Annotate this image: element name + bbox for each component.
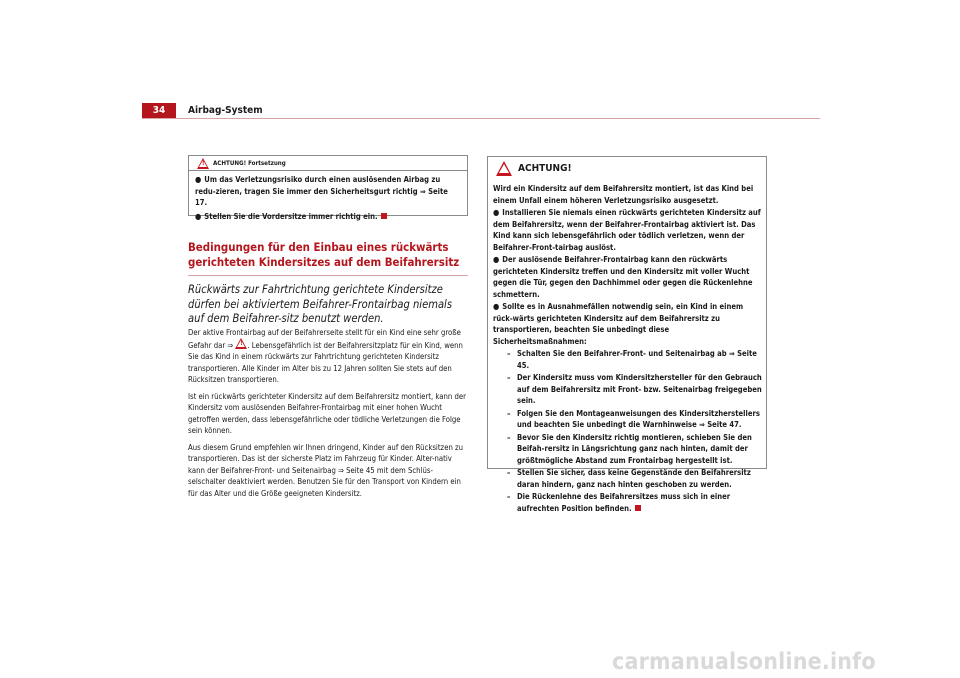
warning-subitem: – Bevor Sie den Kindersitz richtig montieren, schieben Sie den Beifah-rersitz in Längsrichtung ganz nach hinten, damit der größtmögliche Abstand zum Frontairbag hergestellt ist. — [507, 432, 752, 465]
warning-subitem: – Der Kindersitz muss vom Kindersitzhersteller für den Gebrauch auf dem Beifahrersitz mit Front- bzw. Seitenairbag freigegeben sein. — [507, 373, 762, 405]
warning-subitem: – Folgen Sie den Montageanweisungen des Kindersitzherstellers und beachten Sie unbedingt die Warnhinweise ⇒ Seite 47. — [507, 408, 760, 429]
warning-bullet: ● Der auslösende Beifahrer-Frontairbag kann den rückwärts gerichteten Kindersitz treffen und den Kindersitz mit voller Wucht gegen die Tür, gegen den Dachhimmel oder gegen die Rückenlehne schmettern. — [493, 255, 753, 299]
warning-bullet: ● Sollte es in Ausnahmefällen notwendig sein, ein Kind in einem rück-wärts gerichteten Kindersitz auf dem Beifahrersitz zu transportieren, beachten Sie unbedingt diese Sicherheitsmaßnahmen: — [493, 302, 744, 346]
warning-subitem: – Schalten Sie den Beifahrer-Front- und Seitenairbag ab ⇒ Seite 45. — [507, 349, 757, 370]
page-header — [142, 103, 820, 119]
body-text — [188, 327, 470, 504]
body-paragraph: Der aktive Frontairbag auf der Beifahrerseite stellt für ein Kind eine sehr große Gefahr dar ⇒ ! . Lebensgefährlich ist der Beifahrersitzplatz für ein Kind, wenn Sie das Kind in einem rückwärts zur Fahrtrichtung gerichteten Kindersitz transportieren. Alle Kinder im Alter bis zu 12 Jahren sollten Sie stets auf den Rücksitzen transportieren. — [188, 328, 463, 384]
warning-subitem: – Stellen Sie sicher, dass keine Gegenstände den Beifahrersitz daran hindern, ganz nach hinten geschoben zu werden. — [507, 468, 751, 489]
warning-box-main — [487, 156, 767, 513]
warning-subitem: – Die Rückenlehne des Beifahrersitzes muss sich in einer aufrechten Position befinden. — [507, 492, 731, 513]
warning-bullet: ● Stellen Sie die Vordersitze immer richtig ein. — [195, 211, 461, 223]
end-mark-icon — [381, 213, 387, 219]
body-paragraph: Aus diesem Grund empfehlen wir Ihnen dringend, Kinder auf den Rücksitzen zu transportieren. Das ist der sicherste Platz im Fahrzeug für Kinder. Alter-nativ kann der Beifahrer-Front- und Seitenairbag ⇒ Seite 45 mit dem Schlüs-selschalter deaktiviert werden. Benutzen Sie für den Transport von Kindern ein für das Alter und die Größe geeigneten Kindersitz. — [188, 442, 464, 498]
section-title: Airbag-System — [188, 105, 263, 116]
warning-header — [488, 157, 766, 181]
warning-title: ACHTUNG! Fortsetzung — [213, 160, 286, 167]
body-paragraph: Ist ein rückwärts gerichteter Kindersitz auf dem Beifahrersitz montiert, kann der Kindersitz vom auslösenden Beifahrer-Frontairbag mit einer hohen Wucht getroffen werden, dass lebensgefährliche oder tödliche Verletzungen die Folge sein können. — [188, 391, 466, 435]
warning-header — [189, 156, 467, 171]
warning-triangle-icon: ! — [197, 158, 209, 169]
lead-paragraph: Rückwärts zur Fahrtrichtung gerichtete Kindersitze dürfen bei aktiviertem Beifahrer-Frontairbag niemals auf dem Beifahrer-sitz benutzt werden. — [188, 283, 453, 326]
warning-title: ACHTUNG! — [518, 163, 572, 174]
end-mark-icon — [635, 505, 641, 511]
watermark: carmanualsonline.info — [612, 649, 876, 675]
warning-triangle-icon — [496, 161, 512, 176]
page-number: 34 — [142, 103, 176, 118]
warning-box-continued — [188, 155, 468, 221]
warning-bullet: ● Installieren Sie niemals einen rückwärts gerichteten Kindersitz auf dem Beifahrersitz, wenn der Beifahrer-Frontairbag aktiviert ist. Das Kind kann sich lebensgefährlich oder tödlich verletzen, wenn der Beifahrer-Front-tairbag auslöst. — [493, 208, 761, 252]
warning-triangle-icon: ! — [235, 339, 247, 349]
warning-bullet: ● Um das Verletzungsrisiko durch einen auslösenden Airbag zu redu-zieren, tragen Sie immer den Sicherheitsgurt richtig ⇒ Seite 17. — [195, 175, 448, 207]
warning-intro: Wird ein Kindersitz auf dem Beifahrersitz montiert, ist das Kind bei einem Unfall einem höheren Verletzungsrisiko ausgesetzt. — [493, 184, 754, 205]
section-heading: Bedingungen für den Einbau eines rückwärts gerichteten Kindersitzes auf dem Beifahrersitz — [188, 240, 468, 276]
